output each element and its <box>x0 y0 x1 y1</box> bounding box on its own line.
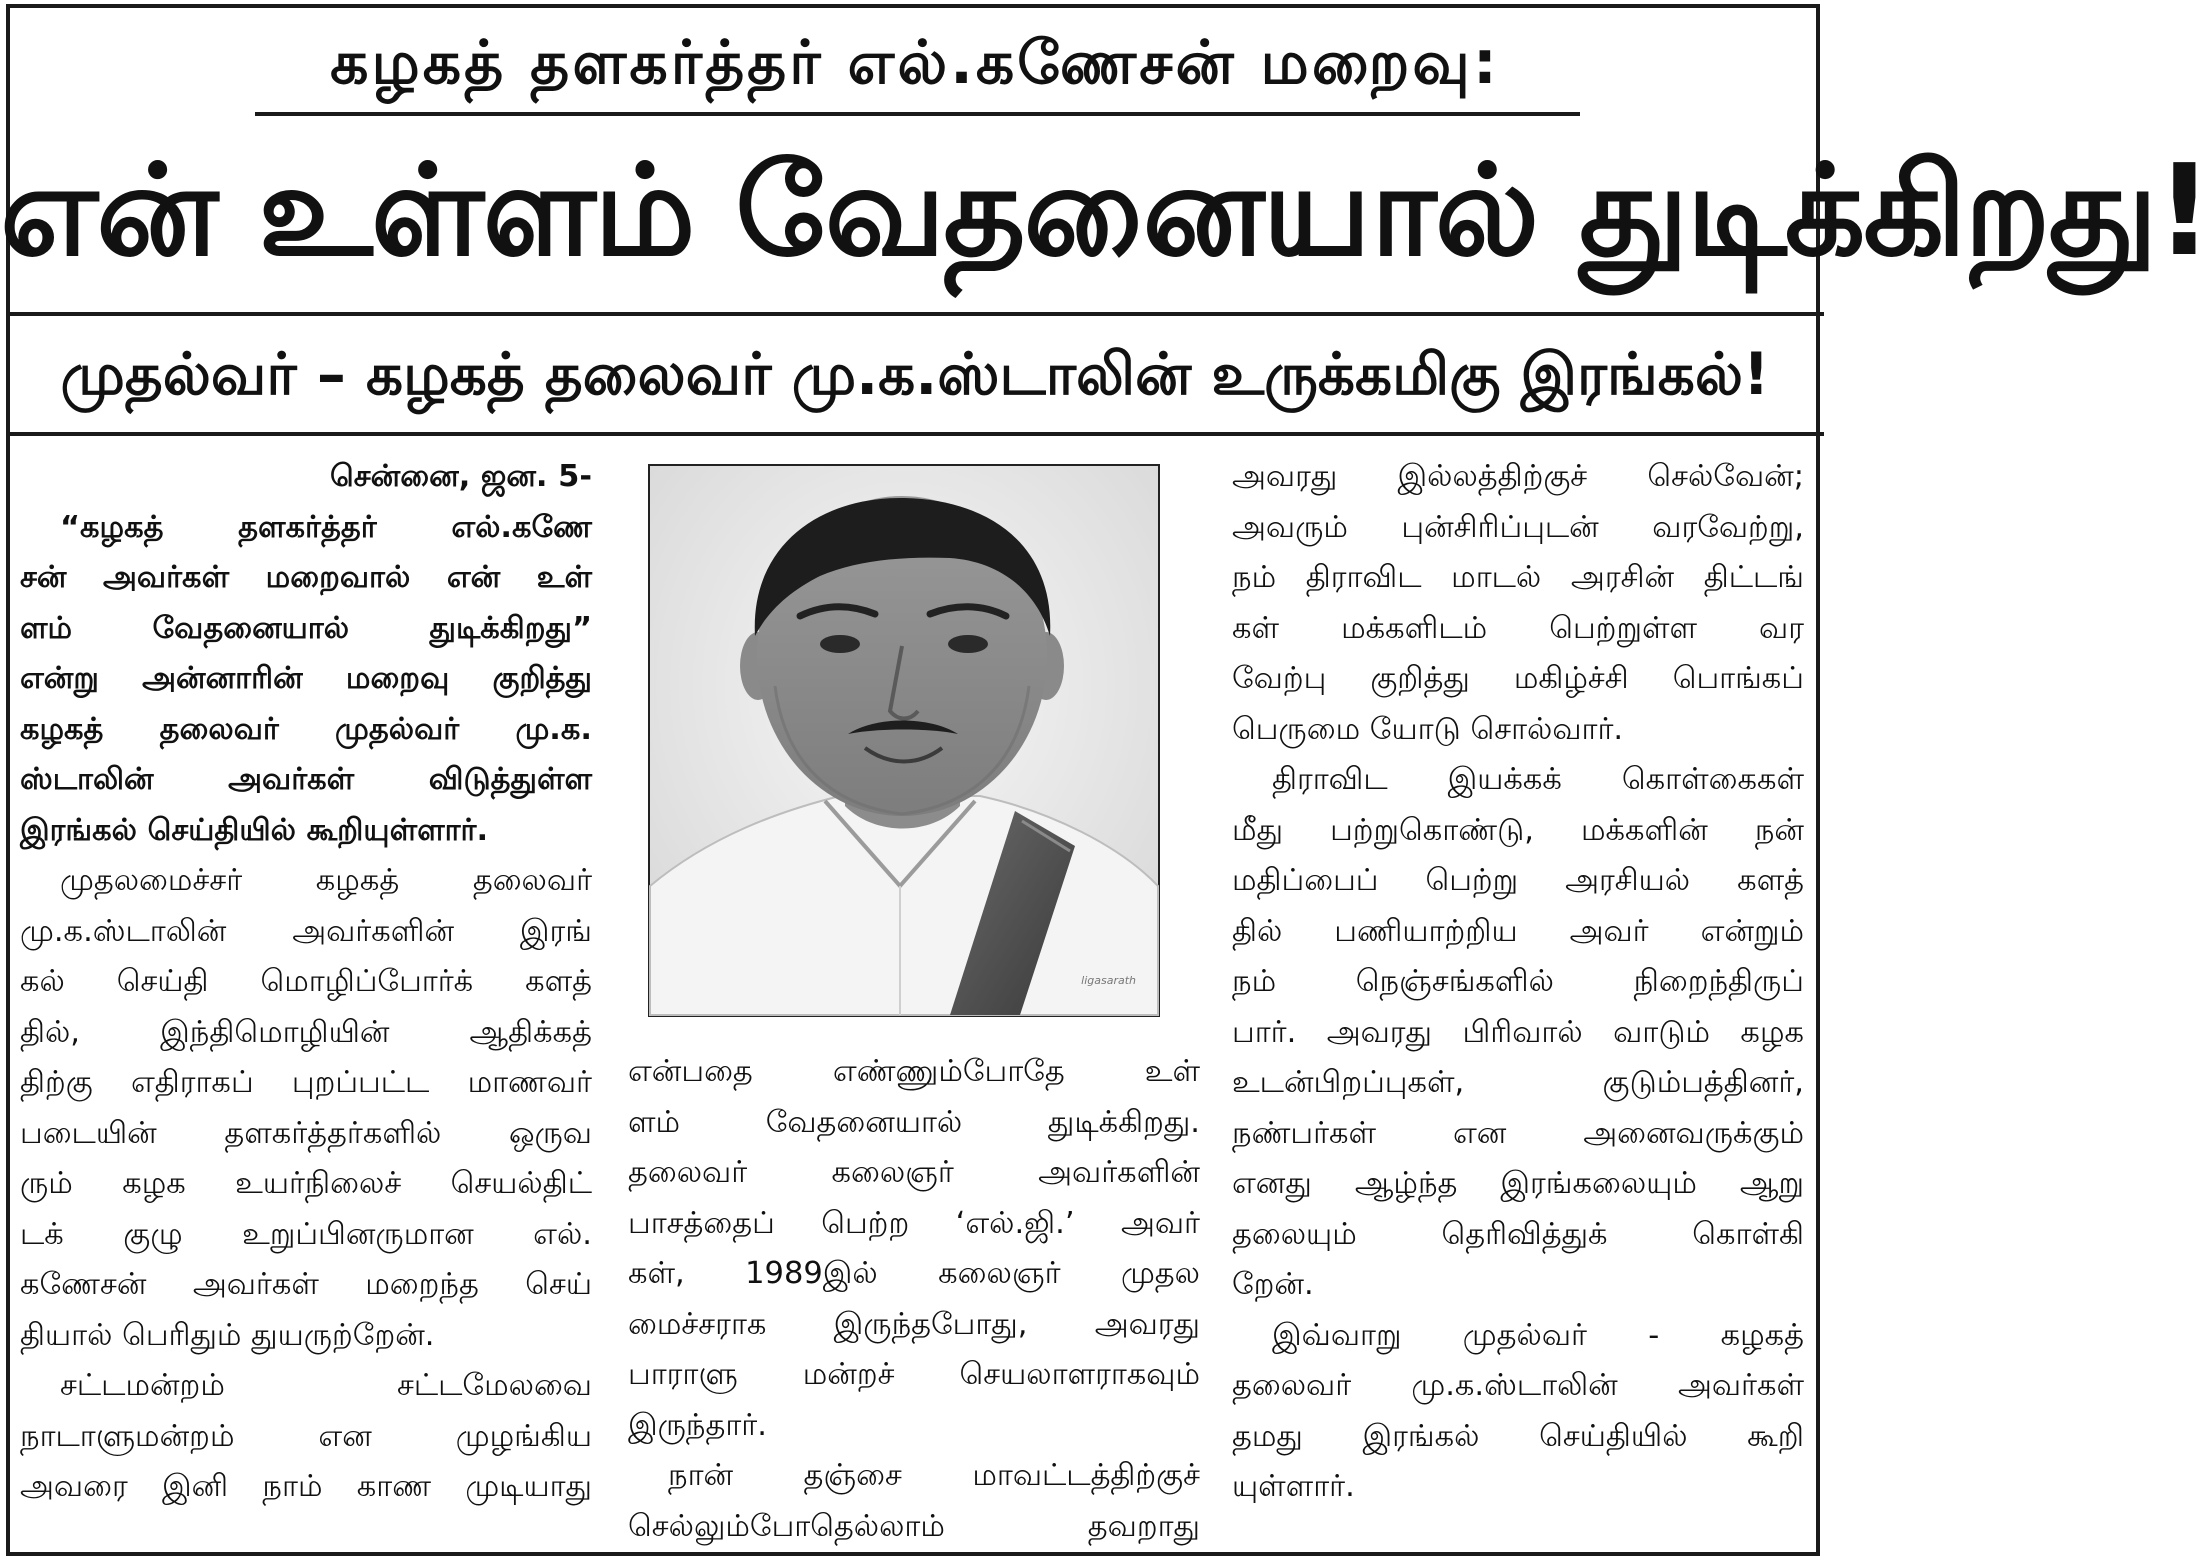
text-line: பெருமை யோடு சொல்வார். <box>1232 711 1624 747</box>
text-line: மைச்சராக இருந்தபோது, அவரது <box>628 1306 1200 1342</box>
text-line: முதலமைச்சர் கழகத் தலைவர் <box>60 863 592 898</box>
text-line: கழகத் தலைவர் முதல்வர் மு.க. <box>20 711 592 747</box>
text-line: தில் பணியாற்றிய அவர் என்றும் <box>1232 913 1804 949</box>
text-line: சன் அவர்கள் மறைவால் என் உள் <box>20 560 592 595</box>
text-line: கணேசன் அவர்கள் மறைந்த செய் <box>20 1267 592 1302</box>
kicker-title: கழகத் தளகர்த்தர் எல்.கணேசன் மறைவு: <box>330 28 1500 98</box>
text-line: தமது இரங்கல் செய்தியில் கூறி <box>1232 1418 1804 1454</box>
article-column-1 <box>20 452 592 1513</box>
text-line: அவரும் புன்சிரிப்புடன் வரவேற்று, <box>1232 509 1804 545</box>
text-line: கள், 1989இல் கலைஞர் முதல <box>628 1256 1200 1291</box>
text-line: ளம் வேதனையால் துடிக்கிறது. <box>628 1104 1200 1140</box>
text-line: நம் திராவிட மாடல் அரசின் திட்டங் <box>1232 560 1804 595</box>
subheadline-divider <box>6 432 1824 436</box>
subheadline: முதல்வர் – கழகத் தலைவர் மு.க.ஸ்டாலின் உருக்கமிகு இரங்கல்! <box>60 340 1770 408</box>
article-column-3 <box>1232 452 1804 1513</box>
body-paragraph <box>20 1361 592 1513</box>
text-line: பாராளு மன்றச் செயலாளராகவும் <box>628 1357 1200 1392</box>
text-line: செல்லும்போதெல்லாம் தவறாது <box>628 1508 1200 1544</box>
portrait-image <box>650 466 1158 1015</box>
text-line: ரும் கழக உயர்நிலைச் செயல்திட் <box>20 1166 592 1201</box>
text-line: திற்கு எதிராகப் புறப்பட்ட மாணவர் <box>20 1065 592 1100</box>
text-line: தலையும் தெரிவித்துக் கொள்கி <box>1232 1216 1804 1252</box>
body-paragraph <box>628 1451 1200 1552</box>
text-line: இரங்கல் செய்தியில் கூறியுள்ளார். <box>20 812 489 848</box>
text-line: என்பதை எண்ணும்போதே உள் <box>628 1054 1200 1089</box>
text-line: மீது பற்றுகொண்டு, மக்களின் நன் <box>1232 812 1804 848</box>
text-line: நாடாளுமன்றம் என முழங்கிய <box>20 1418 592 1454</box>
photo-credit: ligasarath <box>1081 974 1136 987</box>
headline-divider <box>6 312 1824 316</box>
text-line: மதிப்பைப் பெற்று அரசியல் களத் <box>1232 863 1804 898</box>
portrait-photo <box>648 464 1160 1017</box>
lead-paragraph <box>20 503 592 857</box>
text-line: பாசத்தைப் பெற்ற ‘எல்.ஜி.’ அவர் <box>628 1205 1200 1241</box>
text-line: இவ்வாறு முதல்வர் - கழகத் <box>1272 1317 1804 1353</box>
text-line: கல் செய்தி மொழிப்போர்க் களத் <box>20 964 592 999</box>
body-paragraph <box>1232 755 1804 1311</box>
text-line: நான் தஞ்சை மாவட்டத்திற்குச் <box>668 1458 1200 1493</box>
text-line: மு.க.ஸ்டாலின் அவர்களின் இரங் <box>20 913 592 949</box>
text-line: கள் மக்களிடம் பெற்றுள்ள வர <box>1232 610 1804 646</box>
text-line: தில், இந்திமொழியின் ஆதிக்கத் <box>20 1014 592 1050</box>
text-line: தியால் பெரிதும் துயருற்றேன். <box>20 1317 435 1353</box>
text-line: ளம் வேதனையால் துடிக்கிறது” <box>20 610 592 646</box>
text-line: நம் நெஞ்சங்களில் நிறைந்திருப் <box>1232 964 1804 999</box>
text-line: திராவிட இயக்கக் கொள்கைகள் <box>1272 762 1804 797</box>
dateline: சென்னை, ஜன. 5- <box>330 459 592 494</box>
text-line: தலைவர் கலைஞர் அவர்களின் <box>628 1155 1200 1190</box>
text-line: படையின் தளகர்த்தர்களில் ஒருவ <box>20 1115 592 1151</box>
kicker-underline <box>255 112 1580 116</box>
text-line: என்று அன்னாரின் மறைவு குறித்து <box>20 661 592 696</box>
text-line: ஸ்டாலின் அவர்கள் விடுத்துள்ள <box>20 762 592 797</box>
text-line: வேற்பு குறித்து மகிழ்ச்சி பொங்கப் <box>1232 661 1804 696</box>
text-line: எனது ஆழ்ந்த இரங்கலையும் ஆறு <box>1232 1166 1804 1201</box>
text-line: றேன். <box>1232 1267 1314 1302</box>
text-line: சட்டமன்றம் சட்டமேலவை <box>60 1368 592 1403</box>
text-line: உடன்பிறப்புகள், குடும்பத்தினர், <box>1232 1065 1804 1100</box>
body-paragraph <box>628 1047 1200 1451</box>
text-line: அவரது இல்லத்திற்குச் செல்வேன்; <box>1232 459 1804 494</box>
text-line: “கழகத் தளகர்த்தர் எல்.கணே <box>60 509 592 545</box>
text-line: நண்பர்கள் என அனைவருக்கும் <box>1232 1115 1804 1151</box>
article-column-2 <box>628 1047 1200 1552</box>
body-paragraph <box>1232 452 1804 755</box>
body-paragraph <box>20 856 592 1361</box>
text-line: பார். அவரது பிரிவால் வாடும் கழக <box>1232 1014 1804 1050</box>
text-line: யுள்ளார். <box>1232 1469 1355 1504</box>
text-line: இருந்தார். <box>628 1407 767 1443</box>
text-line: அவரை இனி நாம் காண முடியாது <box>20 1469 592 1504</box>
body-paragraph <box>1232 1311 1804 1513</box>
headline: என் உள்ளம் வேதனையால் துடிக்கிறது! <box>0 137 2211 284</box>
text-line: தலைவர் மு.க.ஸ்டாலின் அவர்கள் <box>1232 1368 1804 1403</box>
text-line: டக் குழு உறுப்பினருமான எல். <box>20 1216 592 1252</box>
